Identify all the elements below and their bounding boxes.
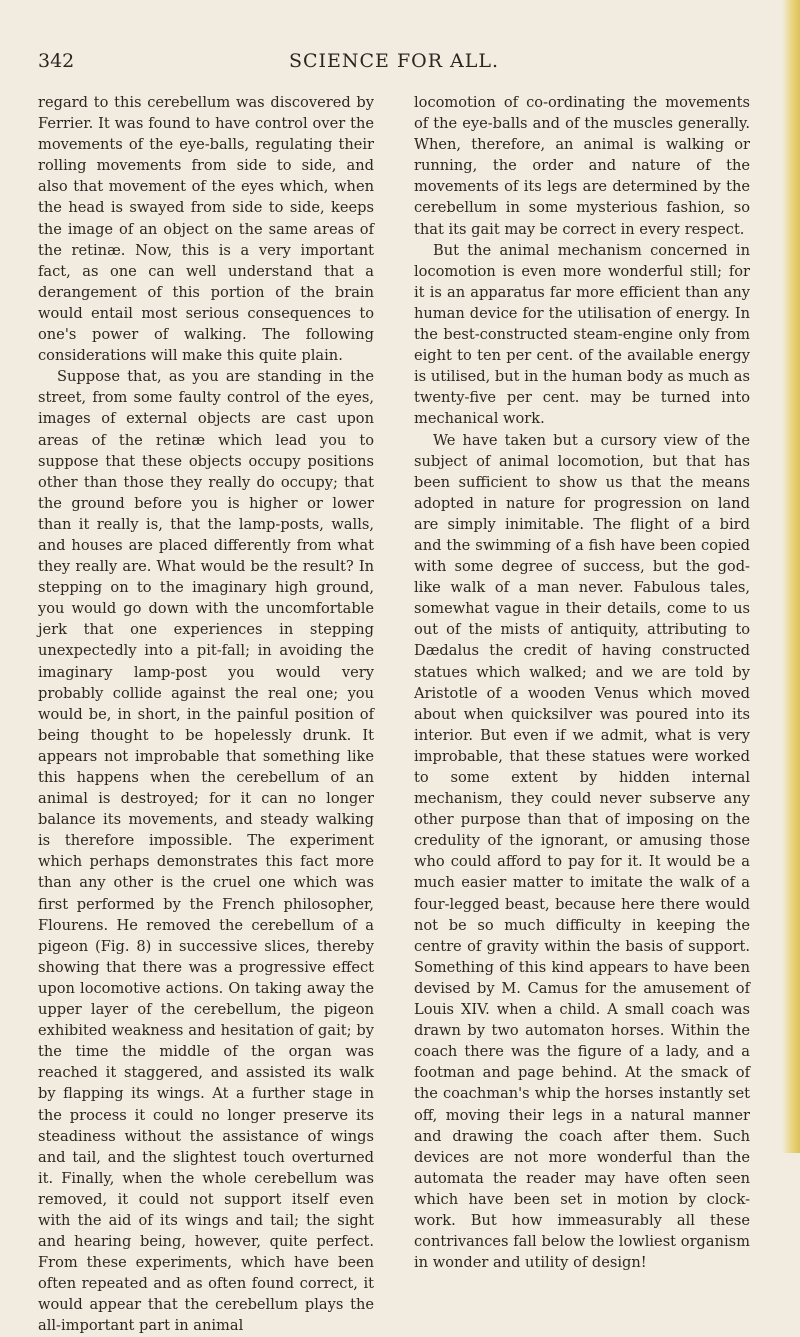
- right-column: [414, 92, 750, 1272]
- left-column: [38, 92, 374, 1335]
- page-header: [38, 50, 750, 78]
- paragraph: locomotion of co-ordinating the movements of the eye-balls and of the muscles generally. When, therefore, an animal is walking or running, the order and nature of the movements of its legs are determined by the cerebellum in some mysterious fashion, so that its gait may be correct in every respect.: [414, 94, 750, 238]
- running-head: SCIENCE FOR ALL.: [288, 50, 500, 72]
- page-edge: [782, 0, 800, 1153]
- page-number: 342: [38, 50, 75, 72]
- paragraph: We have taken but a cursory view of the subject of animal locomotion, but that has been sufficient to show us that the means adopted in nature for progression on land are simply inimitable. The flight of a bird and the swimming of a fish have been copied with some degree of success, but the god-like walk of a man never. Fabulous tales, somewhat vague in their details, come to us out of the mists of antiquity, attributing to Dædalus the credit of having constructed statues which walked; and we are told by Aristotle of a wooden Venus which moved about when quicksilver was poured into its interior. But even if we admit, what is very improbable, that these statues were worked to some extent by hidden internal mechanism, they could never subserve any other purpose than that of imposing on the credulity of the ignorant, or amusing those who could afford to pay for it. It would be a much easier matter to imitate the walk of a four-legged beast, because here there would not be so much difficulty in keeping the centre of gravity within the basis of support. Something of this kind appears to have been devised by M. Camus for the amusement of Louis XIV. when a child. A small coach was drawn by two automaton horses. Within the coach there was the figure of a lady, and a footman and page behind. At the smack of the coachman's whip the horses instantly set off, moving their legs in a natural manner and drawing the coach after them. Such devices are not more wonderful than the automata the reader may have often seen which have been set in motion by clock-work. But how immeasurably all these contrivances fall below the lowliest organism in wonder and utility of design!: [414, 431, 750, 1272]
- paragraph: But the animal mechanism concerned in locomotion is even more wonderful still; for it is an apparatus far more efficient than any human device for the utilisation of energy. In the best-constructed steam-engine only from eight to ten per cent. of the available energy is utilised, but in the human body as much as twenty-five per cent. may be turned into mechanical work.: [414, 241, 750, 428]
- paragraph: regard to this cerebellum was discovered by Ferrier. It was found to have control over the movements of the eye-balls, regulating their rolling movements from side to side, and also that movement of the eyes which, when the head is swayed from side to side, keeps the image of an object on the same areas of the retinæ. Now, this is a very important fact, as one can well understand that a derangement of this portion of the brain would entail most serious consequences to one's power of walking. The following considerations will make this quite plain.: [38, 94, 374, 365]
- paragraph: Suppose that, as you are standing in the street, from some faulty control of the eyes, images of external objects are cast upon areas of the retinæ which lead you to suppose that these objects occupy positions other than those they really do occupy; that the ground before you is higher or lower than it really is, that the lamp-posts, walls, and houses are placed differently from what they really are. What would be the result? In stepping on to the imaginary high ground, you would go down with the uncomfortable jerk that one experiences in stepping unexpectedly into a pit-fall; in avoiding the imaginary lamp-post you would very probably collide against the real one; you would be, in short, in the painful position of being thought to be hopelessly drunk. It appears not improbable that something like this happens when the cerebellum of an animal is destroyed; for it can no longer balance its movements, and steady walking is therefore impossible. The experiment which perhaps demonstrates this fact more than any other is the cruel one which was first performed by the French philosopher, Flourens. He removed the cerebellum of a pigeon (Fig. 8) in successive slices, thereby showing that there was a progressive effect upon locomotive actions. On taking away the upper layer of the cerebellum, the pigeon exhibited weakness and hesitation of gait; by the time the middle of the organ was reached it staggered, and assisted its walk by flapping its wings. At a further stage in the process it could no longer preserve its steadiness without the assistance of wings and tail, and the slightest touch overturned it. Finally, when the whole cerebellum was removed, it could not support itself even with the aid of its wings and tail; the sight and hearing being, however, quite perfect. From these experiments, which have been often repeated and as often found correct, it would appear that the cerebellum plays the all-important part in animal: [38, 368, 374, 1335]
